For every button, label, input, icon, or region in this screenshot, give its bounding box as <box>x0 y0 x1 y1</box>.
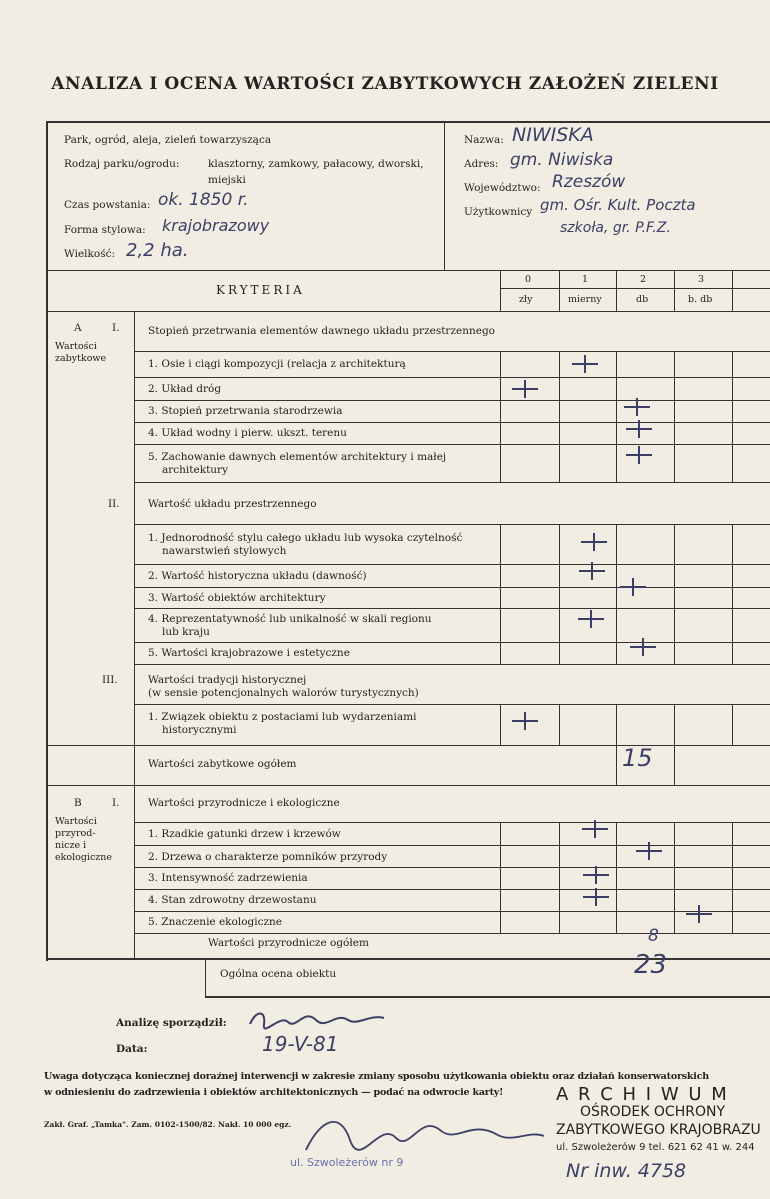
header-divider <box>444 121 445 271</box>
group-i-heading: Stopień przetrwania elementów dawnego układu przestrzennego <box>148 325 495 337</box>
group-iii-heading-2: (w sensie potencjonalnych walorów turystycznych) <box>148 687 419 699</box>
archiwum-title: A R C H I W U M <box>556 1084 729 1105</box>
mark-cross <box>579 562 605 580</box>
section-b-label-3: nicze i <box>55 840 87 851</box>
nazwa-value: NIWISKA <box>512 124 594 146</box>
ogolna-left <box>205 958 206 997</box>
row-line <box>134 845 770 846</box>
kryteria-label: KRYTERIA <box>216 283 305 297</box>
zabytkowe-total-label: Wartości zabytkowe ogółem <box>148 758 297 770</box>
stamp-signature <box>300 1100 550 1160</box>
section-b-letter: B <box>74 797 82 809</box>
row-line <box>134 482 770 483</box>
park-type-line: Park, ogród, aleja, zieleń towarzysząca <box>64 134 272 146</box>
mark-cross <box>624 398 650 416</box>
section-b-label-1: Wartości <box>55 816 97 827</box>
mark-cross <box>626 446 652 464</box>
czas-label: Czas powstania: <box>64 199 151 211</box>
col-line <box>559 351 560 482</box>
row-b-1: 1. Rzadkie gatunki drzew i krzewów <box>148 828 341 840</box>
row-ii-1b: nawarstwień stylowych <box>162 545 287 557</box>
group-b-heading: Wartości przyrodnicze i ekologiczne <box>148 797 340 809</box>
row-b-5: 5. Znaczenie ekologiczne <box>148 916 283 928</box>
row-i-1: 1. Osie i ciągi kompozycji (relacja z architekturą <box>148 358 406 370</box>
col-line <box>732 524 733 664</box>
mark-cross <box>583 866 609 884</box>
row-b-3: 3. Intensywność zadrzewienia <box>148 872 308 884</box>
row-b-4: 4. Stan zdrowotny drzewostanu <box>148 894 317 906</box>
col-line <box>559 524 560 664</box>
archiwum-line-2: OŚRODEK OCHRONY <box>580 1104 726 1120</box>
col-line <box>732 351 733 482</box>
row-line <box>134 400 770 401</box>
ogolna-value: 23 <box>634 950 668 980</box>
row-ii-2: 2. Wartość historyczna układu (dawność) <box>148 570 367 582</box>
zabytkowe-total-value: 15 <box>622 744 653 772</box>
group-iii-heading-1: Wartości tradycji historycznej <box>148 674 307 686</box>
frame-top <box>46 121 770 123</box>
score-1-word: mierny <box>568 294 602 305</box>
row-line <box>134 422 770 423</box>
mark-cross <box>630 638 656 656</box>
section-b-roman: I. <box>112 797 120 809</box>
mark-cross <box>620 578 646 596</box>
data-label: Data: <box>116 1043 148 1055</box>
row-ii-4a: 4. Reprezentatywność lub unikalność w skali regionu <box>148 613 432 625</box>
col-line-1 <box>559 271 560 311</box>
row-i-4: 4. Układ wodny i pierw. ukszt. terenu <box>148 427 347 439</box>
col-line <box>674 745 675 785</box>
score-0-word: zły <box>519 294 533 305</box>
score-3-num: 3 <box>698 274 705 285</box>
row-line <box>134 608 770 609</box>
uzytkownicy-value-1: gm. Ośr. Kult. Poczta <box>540 196 696 214</box>
col-line-4 <box>732 271 733 311</box>
row-i-5b: architektury <box>162 464 229 476</box>
col-line <box>674 351 675 482</box>
col-line <box>500 524 501 664</box>
group-iii-roman: III. <box>102 674 118 686</box>
uzytkownicy-label: Użytkownicy <box>464 206 533 218</box>
col-line-2 <box>616 271 617 311</box>
score-header-mid <box>500 288 770 289</box>
row-line <box>134 911 770 912</box>
col-line <box>500 704 501 745</box>
header-bottom <box>46 270 770 271</box>
group-ii-roman: II. <box>108 498 120 510</box>
row-line <box>134 889 770 890</box>
uzytkownicy-value-2: szkoła, gr. P.F.Z. <box>560 220 671 236</box>
col-line <box>732 822 733 933</box>
col-line <box>616 745 617 785</box>
row-ii-5: 5. Wartości krajobrazowe i estetyczne <box>148 647 350 659</box>
mark-cross <box>636 842 662 860</box>
row-line <box>134 642 770 643</box>
col-line <box>674 704 675 745</box>
uwaga-line-1: Uwaga dotycząca koniecznej doraźnej interwencji w zakresie zmiany sposobu użytkowania obiektu oraz działań konserwatorskich <box>44 1071 709 1082</box>
row-line <box>134 564 770 565</box>
row-line <box>46 745 770 746</box>
section-a-roman: I. <box>112 322 120 334</box>
forma-label: Forma stylowa: <box>64 224 146 236</box>
row-i-3: 3. Stopień przetrwania starodrzewia <box>148 405 343 417</box>
adres-value: gm. Niwiska <box>510 150 614 170</box>
mark-cross <box>512 380 538 398</box>
row-line <box>134 377 770 378</box>
woj-label: Województwo: <box>464 182 541 194</box>
mark-cross <box>512 712 538 730</box>
adres-label: Adres: <box>464 158 499 170</box>
score-0-num: 0 <box>525 274 532 285</box>
section-b-label-2: przyrod- <box>55 828 96 839</box>
row-iii-1a: 1. Związek obiektu z postaciami lub wydarzeniami <box>148 711 417 723</box>
col-line <box>500 351 501 482</box>
row-b-2: 2. Drzewa o charakterze pomników przyrody <box>148 851 388 863</box>
section-a-letter: A <box>74 322 82 334</box>
row-ii-1a: 1. Jednorodność stylu całego układu lub wysoka czytelność <box>148 532 463 544</box>
ogolna-bottom <box>205 996 770 998</box>
col-line <box>559 704 560 745</box>
kryteria-bottom <box>46 311 770 312</box>
mark-cross <box>686 905 712 923</box>
col-line <box>674 822 675 933</box>
row-ii-3: 3. Wartość obiektów architektury <box>148 592 326 604</box>
row-line <box>134 867 770 868</box>
mark-cross <box>572 355 598 373</box>
signature <box>244 1002 394 1036</box>
mark-cross <box>581 533 607 551</box>
col-line-0 <box>500 271 501 311</box>
analize-label: Analizę sporządził: <box>116 1017 227 1029</box>
row-ii-4b: lub kraju <box>162 626 210 638</box>
forma-value: krajobrazowy <box>162 216 270 235</box>
uwaga-line-2: w odniesieniu do zadrzewienia i obiektów architektonicznych — podać na odwrocie karty! <box>44 1087 504 1098</box>
woj-value: Rzeszów <box>552 172 626 192</box>
form-title: ANALIZA I OCENA WARTOŚCI ZABYTKOWYCH ZAŁOŻEŃ ZIELENI <box>51 74 719 94</box>
stamp-text: ul. Szwoleżerów nr 9 <box>290 1156 404 1169</box>
mark-cross <box>626 420 652 438</box>
group-ii-heading: Wartość układu przestrzennego <box>148 498 317 510</box>
wielkosc-value: 2,2 ha. <box>126 240 189 261</box>
col-line-3 <box>674 271 675 311</box>
col-line <box>500 822 501 933</box>
section-a-divider <box>134 311 135 785</box>
row-line <box>46 785 770 786</box>
row-line <box>134 664 770 665</box>
data-value: 19-V-81 <box>262 1032 339 1056</box>
archive-number: Nr inw. 4758 <box>566 1160 687 1182</box>
score-3-word: b. db <box>688 294 713 305</box>
row-i-5a: 5. Zachowanie dawnych elementów architektury i małej <box>148 451 447 463</box>
row-line <box>134 444 770 445</box>
row-line <box>134 587 770 588</box>
row-iii-1b: historycznymi <box>162 724 237 736</box>
mark-cross <box>583 888 609 906</box>
archiwum-line-3: ZABYTKOWEGO KRAJOBRAZU <box>556 1122 761 1138</box>
score-2-word: db <box>636 294 649 305</box>
col-line <box>616 524 617 664</box>
mark-cross <box>582 820 608 838</box>
section-b-label-4: ekologiczne <box>55 852 113 863</box>
mark-cross <box>578 610 604 628</box>
col-line <box>674 524 675 664</box>
rodzaj-options: klasztorny, zamkowy, pałacowy, dworski, <box>208 158 424 170</box>
frame-left <box>46 121 48 961</box>
col-line <box>732 704 733 745</box>
ogolna-label: Ogólna ocena obiektu <box>220 968 337 980</box>
col-line <box>616 704 617 745</box>
print-info: Zakł. Graf. „Tamka". Zam. 0102-1500/82. Nakł. 10 000 egz. <box>44 1120 292 1129</box>
score-1-num: 1 <box>582 274 589 285</box>
rodzaj-label: Rodzaj parku/ogrodu: <box>64 158 180 170</box>
wielkosc-label: Wielkość: <box>64 248 116 260</box>
rodzaj-options-2: miejski <box>208 174 246 186</box>
col-line <box>616 351 617 482</box>
row-i-2: 2. Układ dróg <box>148 383 222 395</box>
row-line <box>134 933 770 934</box>
col-line <box>616 822 617 933</box>
col-line <box>559 822 560 933</box>
przyrodnicze-total-label: Wartości przyrodnicze ogółem <box>208 937 369 949</box>
przyrodnicze-total-value: 8 <box>648 926 659 946</box>
score-2-num: 2 <box>640 274 647 285</box>
czas-value: ok. 1850 r. <box>158 190 249 210</box>
nazwa-label: Nazwa: <box>464 134 504 146</box>
archiwum-line-4: ul. Szwoleżerów 9 tel. 621 62 41 w. 244 <box>556 1142 755 1153</box>
section-a-label: Wartości zabytkowe <box>55 341 107 364</box>
